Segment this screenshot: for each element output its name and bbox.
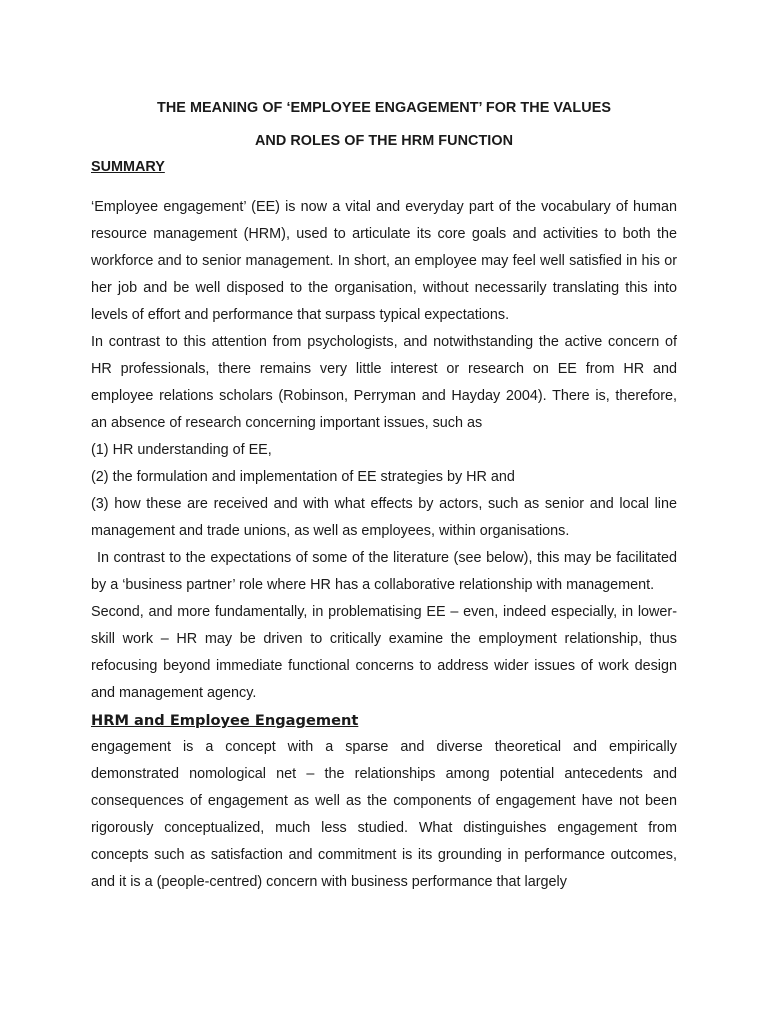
- summary-list-item-1: (1) HR understanding of EE,: [91, 442, 272, 458]
- document-title-line-1: THE MEANING OF ‘EMPLOYEE ENGAGEMENT’ FOR THE VALUES: [156, 100, 612, 116]
- section-paragraph-1: engagement is a concept with a sparse and diverse theoretical and empirically demonstrated nomological net – the relationships among potential antecedents and consequences of engagement as well as the components of engagement have not been rigorously conceptualized, much less studied. What distinguishes engagement from concepts such as satisfaction and commitment is its grounding in performance outcomes, and it is a (people-centred) concern with business performance that largely: [91, 739, 677, 890]
- summary-paragraph-1: ‘Employee engagement’ (EE) is now a vital and everyday part of the vocabulary of human resource management (HRM), used to articulate its core goals and activities to both the workforce and to senior management. In short, an employee may feel well satisfied in his or her job and be well disposed to the organisation, without necessarily translating this into levels of effort and performance that surpass typical expectations.: [91, 199, 677, 323]
- section-heading: HRM and Employee Engagement: [91, 712, 359, 729]
- summary-heading: SUMMARY: [91, 159, 165, 175]
- summary-list-item-3: (3) how these are received and with what effects by actors, such as senior and local line management and trade unions, as well as employees, within organisations.: [91, 496, 677, 539]
- summary-list-item-2: (2) the formulation and implementation of EE strategies by HR and: [91, 469, 515, 485]
- summary-paragraph-4: Second, and more fundamentally, in problematising EE – even, indeed especially, in lower-skill work – HR may be driven to critically examine the employment relationship, thus refocusing beyond immediate functional concerns to address wider issues of work design and management agency.: [91, 604, 677, 701]
- document-body: [91, 194, 677, 896]
- summary-paragraph-3: [91, 545, 677, 599]
- summary-paragraph-3-text: In contrast to the expectations of some of the literature (see below), this may be facilitated by a ‘business partner’ role where HR has a collaborative relationship with management.: [91, 550, 677, 593]
- document-page: [91, 92, 677, 890]
- document-title-line-2: AND ROLES OF THE HRM FUNCTION: [254, 133, 514, 149]
- summary-paragraph-2: In contrast to this attention from psychologists, and notwithstanding the active concern of HR professionals, there remains very little interest or research on EE from HR and employee relations scholars (Robinson, Perryman and Hayday 2004). There is, therefore, an absence of research concerning important issues, such as: [91, 334, 677, 431]
